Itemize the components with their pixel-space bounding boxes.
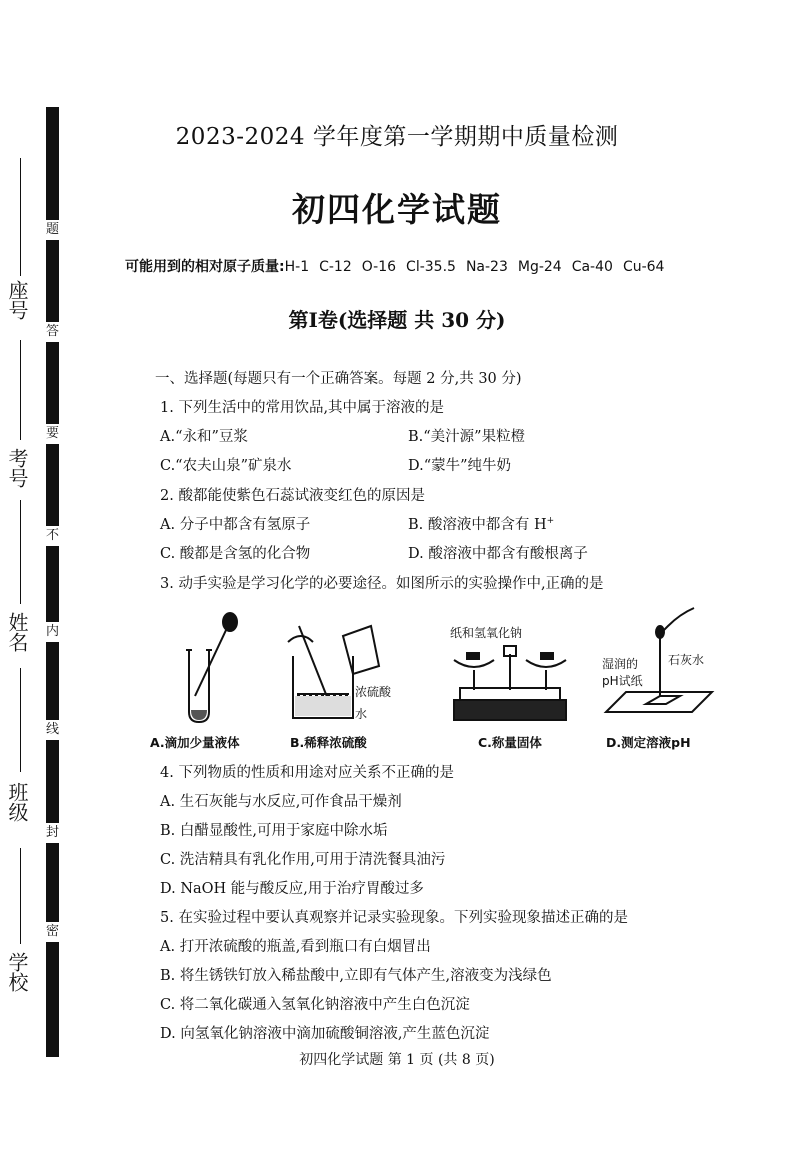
mass-item: Na-23 [465,259,508,275]
class-line[interactable] [20,668,21,772]
label-acid: 浓硫酸 [355,685,392,699]
caption-a: A.滴加少量液体 [150,735,240,750]
exam-id-label: 考号 [5,448,29,488]
strip-char: 密 [43,922,62,942]
class-label: 班级 [5,782,29,822]
mass-item: Mg-24 [517,259,562,275]
mass-item: Cu-64 [622,259,665,275]
q2-stem: 2. 酸都能使紫色石蕊试液变红色的原因是 [160,488,425,504]
mass-item: H-1 [284,259,310,275]
q4-option-b: B. 白醋显酸性,可用于家庭中除水垢 [160,823,388,839]
figure-b-dilution [283,616,383,728]
masses-label: 可能用到的相对原子质量: [125,259,285,275]
name-line[interactable] [20,500,21,604]
figure-c-balance [440,640,580,726]
q1-option-d: D.“蒙牛”纯牛奶 [408,458,512,474]
strip-char: 要 [43,424,62,444]
name-label: 姓名 [5,612,29,652]
q2-option-b-sup: + [546,516,555,527]
q3-stem: 3. 动手实验是学习化学的必要途径。如图所示的实验操作中,正确的是 [160,576,604,592]
q4-option-d: D. NaOH 能与酸反应,用于治疗胃酸过多 [160,881,424,897]
label-paper-naoh: 纸和氢氧化钠 [450,626,523,640]
q1-option-a: A.“永和”豆浆 [160,429,248,445]
binding-strip [46,107,59,1057]
page-footer: 初四化学试题 第 1 页 (共 8 页) [299,1052,495,1068]
strip-char: 线 [43,720,62,740]
strip-char: 不 [43,526,62,546]
label-limewater: 石灰水 [668,653,705,667]
part-heading: 一、选择题(每题只有一个正确答案。每题 2 分,共 30 分) [155,371,522,387]
exam-id-line[interactable] [20,340,21,440]
mass-item: Ca-40 [571,259,613,275]
mass-item: O-16 [361,259,397,275]
school-line[interactable] [20,848,21,944]
strip-char: 封 [43,823,62,843]
label-ph-paper-2: pH试纸 [602,674,643,688]
exam-title: 2023-2024 学年度第一学期期中质量检测 [175,124,619,150]
strip-char: 内 [43,622,62,642]
label-water: 水 [355,707,368,721]
q5-option-a: A. 打开浓硫酸的瓶盖,看到瓶口有白烟冒出 [160,939,431,955]
q4-option-c: C. 洗洁精具有乳化作用,可用于清洗餐具油污 [160,852,446,868]
atomic-masses [125,256,674,276]
q2-option-b-text: B. 酸溶液中都含有 H [408,517,547,533]
q5-option-c: C. 将二氧化碳通入氢氧化钠溶液中产生白色沉淀 [160,997,470,1013]
label-ph-paper-1: 湿润的 [602,657,639,671]
caption-d: D.测定溶液pH [606,735,691,750]
q2-option-b [408,513,554,534]
section-heading: 第Ⅰ卷(选择题 共 30 分) [288,308,506,332]
q2-option-d: D. 酸溶液中都含有酸根离子 [408,546,588,562]
figure-a-dropper [175,612,245,724]
mass-item: Cl-35.5 [406,259,456,275]
figure-d-ph-test [600,604,716,724]
q1-option-c: C.“农夫山泉”矿泉水 [160,458,292,474]
q4-option-a: A. 生石灰能与水反应,可作食品干燥剂 [160,794,402,810]
mass-item: C-12 [319,259,352,275]
exam-subtitle: 初四化学试题 [292,190,502,229]
q1-option-b: B.“美汁源”果粒橙 [408,429,526,445]
q2-option-c: C. 酸都是含氢的化合物 [160,546,311,562]
strip-char: 答 [43,322,62,342]
q5-option-b: B. 将生锈铁钉放入稀盐酸中,立即有气体产生,溶液变为浅绿色 [160,968,552,984]
caption-c: C.称量固体 [478,735,542,750]
seat-label: 座号 [5,280,29,320]
q5-option-d: D. 向氢氧化钠溶液中滴加硫酸铜溶液,产生蓝色沉淀 [160,1026,490,1042]
q1-stem: 1. 下列生活中的常用饮品,其中属于溶液的是 [160,400,445,416]
strip-char: 题 [43,220,62,240]
q5-stem: 5. 在实验过程中要认真观察并记录实验现象。下列实验现象描述正确的是 [160,910,628,926]
school-label: 学校 [5,952,29,992]
caption-b: B.稀释浓硫酸 [290,735,367,750]
q4-stem: 4. 下列物质的性质和用途对应关系不正确的是 [160,765,454,781]
q2-option-a: A. 分子中都含有氢原子 [160,517,311,533]
